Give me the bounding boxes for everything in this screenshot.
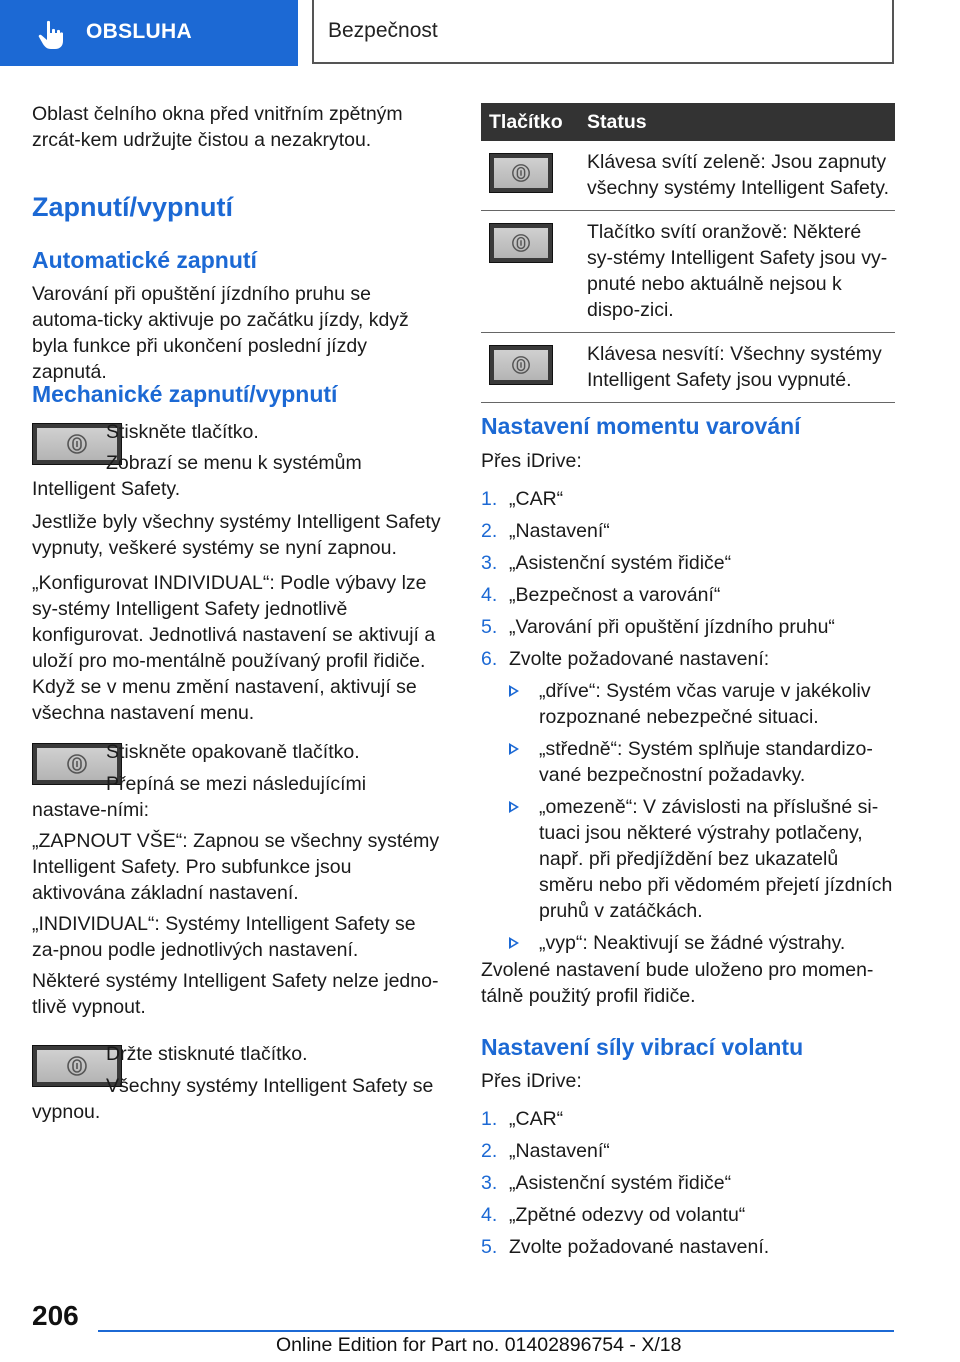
- heading-zapnuti-vypnuti: Zapnutí/vypnutí: [32, 192, 233, 222]
- heading-moment-varovani: Nastavení momentu varování: [481, 413, 801, 439]
- list-item-number: 3.: [481, 552, 498, 574]
- via-idrive-1: Přes iDrive:: [481, 450, 582, 472]
- list-item: [481, 1138, 895, 1164]
- paragraph-2: „Konfigurovat INDIVIDUAL“: Podle výbavy lze sy‐stémy Intelligent Safety jednotlivě konfigurovat. Jednotlivá nastavení se aktivují a uloží pro mo‐mentálně používaný profil řidiče. Když se v menu změní nastavení, aktivují se všechna nastavení menu.: [32, 572, 436, 724]
- list-item: [481, 518, 895, 544]
- list-item: [481, 678, 895, 730]
- paragraph-1: Jestliže byly všechny systémy Intelligent Safety vypnuty, veškeré systémy se nyní zapnou.: [32, 511, 441, 559]
- list-item-text: „Zpětné odezvy od volantu“: [509, 1204, 746, 1226]
- table-row: [481, 333, 895, 403]
- table-cell-button: [481, 333, 579, 403]
- list-item: [481, 1170, 895, 1196]
- list-item-text: „Nastavení“: [509, 1140, 610, 1162]
- list-item-number: 4.: [481, 1204, 498, 1226]
- status-table: [481, 103, 895, 403]
- intro-text: Oblast čelního okna před vnitřním zpětným zrcát‐kem udržujte čistou a nezakrytou.: [32, 103, 403, 151]
- list-item-number: 5.: [481, 616, 498, 638]
- list-item-number: 3.: [481, 1172, 498, 1194]
- table-cell-status: Klávesa nesvítí: Všechny systémy Intelligent Safety jsou vypnuté.: [579, 333, 895, 403]
- triangle-bullet-icon: [509, 685, 519, 697]
- list-item-number: 5.: [481, 1236, 498, 1258]
- list-item: [481, 486, 895, 512]
- tab-bezpecnost-label: Bezpečnost: [328, 19, 438, 42]
- safety-button-image: [489, 223, 553, 263]
- list-item-number: 1.: [481, 488, 498, 510]
- table-row: [481, 211, 895, 333]
- footer-divider: [98, 1330, 894, 1332]
- heading-sila-vibraci: Nastavení síly vibrací volantu: [481, 1034, 804, 1060]
- table-header-status: Status: [579, 103, 895, 141]
- triangle-bullet-icon: [509, 801, 519, 813]
- heading-mechanicke: Mechanické zapnutí/vypnutí: [32, 381, 338, 407]
- list-item-text: „Nastavení“: [509, 520, 610, 542]
- table-cell-status: Tlačítko svítí oranžově: Některé sy‐stémy Intelligent Safety jsou vy‐pnuté nebo aktuálně nejsou k dispo‐zici.: [579, 211, 895, 333]
- list-item: [481, 646, 895, 956]
- list-item: [481, 1106, 895, 1132]
- step3-result: Všechny systémy Intelligent Safety se vypnou.: [32, 1075, 434, 1123]
- paragraph-3: „ZAPNOUT VŠE“: Zapnou se všechny systémy Intelligent Safety. Pro subfunkce jsou aktivována základní nastavení.: [32, 830, 440, 904]
- list-item: [481, 550, 895, 576]
- intelligent-safety-button-icon: [511, 355, 531, 375]
- intelligent-safety-button-icon: [511, 163, 531, 183]
- step1-result: Zobrazí se menu k systémům Intelligent Safety.: [32, 452, 362, 500]
- list-item-number: 2.: [481, 520, 498, 542]
- tab-obsluha[interactable]: [0, 0, 298, 66]
- list-item-text: Zvolte požadované nastavení:: [509, 648, 770, 670]
- list-item: [481, 582, 895, 608]
- list-item: [481, 1202, 895, 1228]
- paragraph-5: Některé systémy Intelligent Safety nelze jedno‐tlivě vypnout.: [32, 970, 439, 1018]
- tab-bezpecnost[interactable]: [312, 0, 894, 64]
- list-item-text: „středně“: Systém splňuje standardizo‐vané bezpečnostní požadavky.: [539, 738, 873, 786]
- table-row: [481, 141, 895, 211]
- list-item-number: 4.: [481, 584, 498, 606]
- table-cell-button: [481, 141, 579, 211]
- steps-list-1: [481, 486, 895, 956]
- saved-paragraph: Zvolené nastavení bude uloženo pro momen‐tálně použitý profil řidiče.: [481, 959, 874, 1007]
- heading-automaticke-zapnuti: Automatické zapnutí: [32, 247, 257, 273]
- steps-list-2-container: [481, 1106, 895, 1266]
- list-item-number: 1.: [481, 1108, 498, 1130]
- step3-action: Držte stisknuté tlačítko.: [106, 1043, 308, 1065]
- list-item-text: „omezeně“: V závislosti na příslušné si‐tuaci jsou některé výstrahy potlačeny, např. při předjíždění bez ukazatelů směru nebo při vědomém přejetí jízdních pruhů v zatáčkách.: [539, 796, 893, 922]
- list-item-text: Zvolte požadované nastavení.: [509, 1236, 770, 1258]
- page-number: 206: [32, 1300, 79, 1331]
- intro-paragraph: [32, 101, 444, 153]
- list-item-text: „Bezpečnost a varování“: [509, 584, 721, 606]
- table-header-row: [481, 103, 895, 141]
- list-item: [481, 736, 895, 788]
- tab-obsluha-label: OBSLUHA: [86, 20, 192, 43]
- list-item-text: „Asistenční systém řidiče“: [509, 552, 732, 574]
- safety-button-image: [489, 153, 553, 193]
- paragraph-4: „INDIVIDUAL“: Systémy Intelligent Safety se za‐pnou podle jednotlivých nastavení.: [32, 913, 416, 961]
- list-item: [481, 1234, 895, 1260]
- list-item-text: „Varování při opuštění jízdního pruhu“: [509, 616, 835, 638]
- footer-edition: Online Edition for Part no. 01402896754 - X/18: [276, 1334, 682, 1356]
- triangle-bullet-icon: [509, 937, 519, 949]
- list-item: [481, 794, 895, 924]
- steps-list-1-container: [481, 486, 895, 962]
- step1-action: Stiskněte tlačítko.: [106, 421, 259, 443]
- table-cell-status: Klávesa svítí zeleně: Jsou zapnuty všechny systémy Intelligent Safety.: [579, 141, 895, 211]
- list-item: [481, 930, 895, 956]
- step2-result: Přepíná se mezi následujícími nastave‐ními:: [32, 773, 367, 821]
- via-idrive-2: Přes iDrive:: [481, 1070, 582, 1092]
- list-item-text: „vyp“: Neaktivují se žádné výstrahy.: [539, 932, 846, 954]
- list-item-text: „CAR“: [509, 488, 564, 510]
- options-list: [481, 678, 895, 956]
- list-item-text: „CAR“: [509, 1108, 564, 1130]
- intelligent-safety-button-icon: [511, 233, 531, 253]
- list-item: [481, 614, 895, 640]
- auto-paragraph: [32, 281, 444, 385]
- list-item-number: 6.: [481, 648, 498, 670]
- hand-pointer-icon: [38, 20, 66, 50]
- auto-text: Varování při opuštění jízdního pruhu se automa‐ticky aktivuje po začátku jízdy, když byla funkce při ukončení poslední jízdy zapnutá.: [32, 283, 409, 383]
- triangle-bullet-icon: [509, 743, 519, 755]
- table-header-tlacitko: Tlačítko: [481, 103, 579, 141]
- page-header: [0, 0, 960, 66]
- step2-action: Stiskněte opakovaně tlačítko.: [106, 741, 360, 763]
- table-cell-button: [481, 211, 579, 333]
- steps-list-2: [481, 1106, 895, 1260]
- list-item-text: „dříve“: Systém včas varuje v jakékoliv rozpoznané nebezpečné situaci.: [539, 680, 871, 728]
- list-item-number: 2.: [481, 1140, 498, 1162]
- safety-button-image: [489, 345, 553, 385]
- list-item-text: „Asistenční systém řidiče“: [509, 1172, 732, 1194]
